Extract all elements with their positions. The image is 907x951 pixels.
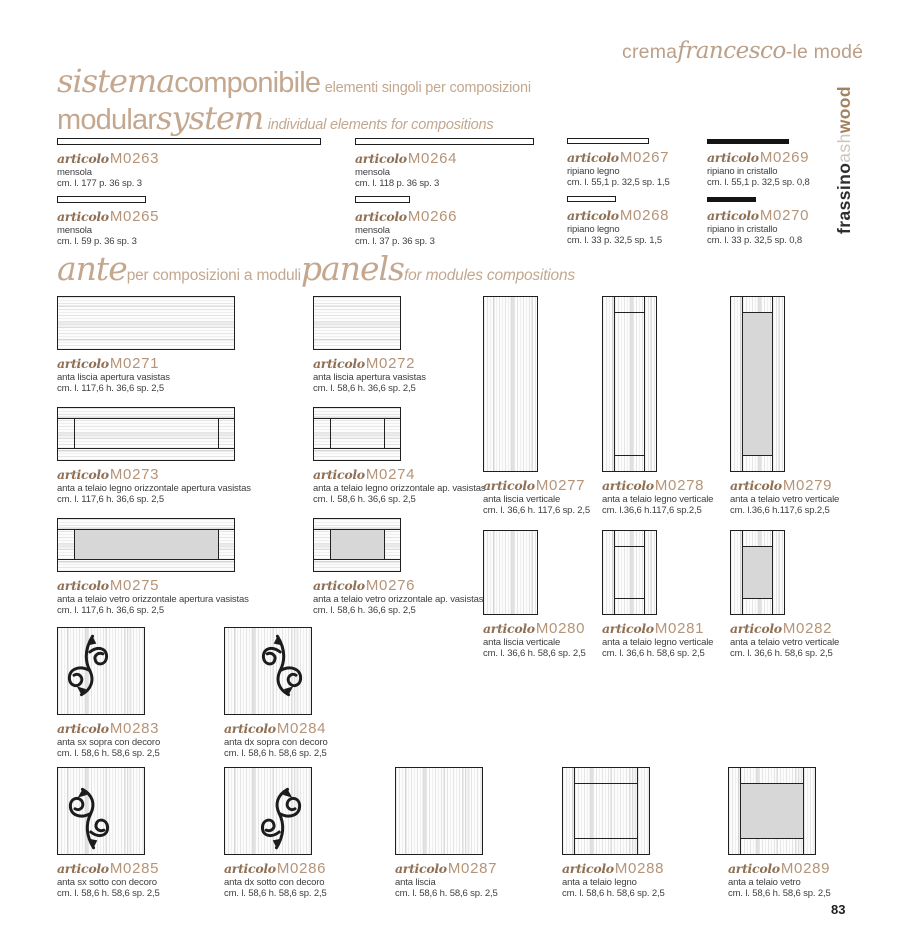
article-code: M0275 [109,577,160,594]
title-script-it: sistema [57,62,175,100]
article-dims: cm. l. 33 p. 32,5 sp. 1,5 [567,235,662,246]
article-M0284 [224,627,328,759]
article-dims: cm. l. 117,6 h. 36,6 sp. 2,5 [57,605,165,616]
article-code: M0265 [109,208,160,225]
article-M0285 [57,767,160,899]
article-dims: cm. l. 58,6 h. 58,6 sp. 2,5 [57,888,160,899]
article-dims: cm. l. 37 p. 36 sp. 3 [355,236,435,247]
article-code: M0285 [109,860,160,877]
panel-thumbnail [57,627,145,715]
article-desc: anta liscia [395,877,436,888]
article-code: M0273 [109,466,160,483]
article-code: M0282 [782,620,833,637]
article-desc: ripiano legno [567,166,620,177]
article-code: M0279 [782,477,833,494]
articolo-label: articolo [562,861,614,876]
panel-thumbnail [313,296,401,350]
shelf-thumbnail [567,196,616,202]
article-dims: cm. l. 58,6 h. 58,6 sp. 2,5 [562,888,665,899]
material-name-en: ash [834,133,854,163]
material-name-it: frassino [834,162,854,234]
article-dims: cm. l. 36,6 h. 58,6 sp. 2,5 [602,648,705,659]
article-M0277 [483,296,590,516]
panel-thumbnail [728,767,816,855]
article-dims: cm. l. 36,6 h. 58,6 sp. 2,5 [730,648,833,659]
article-M0279 [730,296,839,516]
article-desc: anta a telaio legno orizzontale apertura vasistas [57,483,251,494]
articolo-label: articolo [224,861,276,876]
articolo-label: articolo [57,151,109,166]
article-desc: ripiano in cristallo [707,166,778,177]
article-desc: anta liscia verticale [483,637,561,648]
section-text-it: per composizioni a moduli [126,267,301,284]
article-desc: mensola [57,167,92,178]
article-code: M0278 [654,477,705,494]
article-desc: anta a telaio vetro orizzontale ap. vasistas [313,594,484,605]
articolo-label: articolo [730,478,782,493]
panel-thumbnail [602,530,657,615]
shelf-thumbnail [355,196,410,203]
articolo-label: articolo [567,150,619,165]
articolo-label: articolo [313,578,365,593]
shelf-thumbnail [57,196,146,203]
panel-thumbnail [57,407,235,461]
glass-shelf-thumbnail [707,139,789,144]
article-dims: cm. l. 55,1 p. 32,5 sp. 1,5 [567,177,670,188]
article-dims: cm. l. 58,6 h. 58,6 sp. 2,5 [57,748,160,759]
flourish-icon [62,785,114,853]
articolo-label: articolo [483,478,535,493]
flourish-icon [257,631,309,699]
title-small-en: individual elements for compositions [267,117,494,133]
article-M0281 [602,530,713,659]
article-code: M0274 [365,466,416,483]
article-code: M0271 [109,355,160,372]
article-dims: cm. l. 58,6 h. 36,6 sp. 2,5 [313,605,416,616]
article-M0289 [728,767,831,899]
article-M0274 [313,407,485,505]
articolo-label: articolo [57,721,109,736]
shelf-thumbnail [57,138,321,145]
glass-pane [743,313,772,455]
material-word-wood: wood [834,86,854,134]
articolo-label: articolo [57,467,109,482]
article-M0276 [313,518,483,616]
article-M0286 [224,767,327,899]
article-dims: cm. l.36,6 h.117,6 sp.2,5 [730,505,830,516]
article-M0263 [57,138,321,189]
panel-thumbnail [730,296,785,472]
panel-thumbnail [730,530,785,615]
article-desc: anta a telaio vetro verticale [730,494,840,505]
articolo-label: articolo [730,621,782,636]
articolo-label: articolo [567,208,619,223]
article-dims: cm. l. 58,6 h. 58,6 sp. 2,5 [224,888,327,899]
article-M0287 [395,767,498,899]
article-M0282 [730,530,839,659]
article-M0268 [567,196,669,246]
brand-dash: - [785,41,793,63]
article-code: M0286 [276,860,327,877]
article-M0270 [707,196,809,246]
panel-thumbnail [313,407,401,461]
section-panels-title [57,249,575,292]
article-dims: cm. l. 59 p. 36 sp. 3 [57,236,137,247]
flourish-icon [256,785,308,853]
article-desc: anta liscia verticale [483,494,561,505]
articolo-label: articolo [355,151,407,166]
title-small-it: elementi singoli per composizioni [324,80,531,96]
panel-thumbnail [395,767,483,855]
article-desc: ripiano legno [567,224,620,235]
articolo-label: articolo [707,150,759,165]
article-desc: ripiano in cristallo [707,224,778,235]
articolo-label: articolo [707,208,759,223]
article-M0272 [313,296,426,394]
panel-thumbnail [224,627,312,715]
glass-pane [331,530,384,559]
article-dims: cm. l. 58,6 h. 36,6 sp. 2,5 [313,494,416,505]
article-M0275 [57,518,295,616]
article-desc: mensola [355,225,390,236]
page-number: 83 [831,902,846,917]
brand-logo [622,38,863,64]
article-dims: cm. l. 58,6 h. 58,6 sp. 2,5 [224,748,327,759]
articolo-label: articolo [313,356,365,371]
article-M0273 [57,407,251,505]
panel-thumbnail [57,518,235,572]
article-desc: anta sx sopra con decoro [57,737,161,748]
brand-suffix: le modé [792,41,864,63]
article-desc: anta a telaio vetro [728,877,801,888]
glass-pane [75,530,218,559]
title-word-it: componibile [174,67,321,99]
article-code: M0280 [535,620,586,637]
article-code: M0266 [407,208,458,225]
panel-thumbnail [57,296,235,350]
panel-thumbnail [483,296,538,472]
article-M0264 [355,138,534,189]
article-dims: cm. l. 177 p. 36 sp. 3 [57,178,142,189]
article-dims: cm. l.36,6 h.117,6 sp.2,5 [602,505,702,516]
articolo-label: articolo [355,209,407,224]
article-M0271 [57,296,235,394]
articolo-label: articolo [57,356,109,371]
article-M0280 [483,530,586,659]
article-M0283 [57,627,160,759]
article-desc: anta a telaio legno orizzontale ap. vasistas [313,483,486,494]
article-desc: mensola [57,225,92,236]
articolo-label: articolo [483,621,535,636]
section-script-it: ante [57,249,127,288]
glass-pane [743,547,772,598]
panel-thumbnail [602,296,657,472]
article-code: M0283 [109,720,160,737]
section-script-en: panels [300,249,404,288]
section-text-en: for modules compositions [404,267,575,284]
articolo-label: articolo [728,861,780,876]
articolo-label: articolo [57,861,109,876]
article-code: M0288 [614,860,665,877]
panel-thumbnail [313,518,401,572]
title-word-en: modular [57,104,157,136]
article-dims: cm. l. 58,6 h. 36,6 sp. 2,5 [313,383,416,394]
article-desc: anta a telaio vetro orizzontale apertura vasistas [57,594,249,605]
article-desc: anta liscia apertura vasistas [57,372,170,383]
article-code: M0276 [365,577,416,594]
article-code: M0281 [654,620,705,637]
articolo-label: articolo [57,578,109,593]
brand-script: francesco [677,38,786,64]
article-dims: cm. l. 117,6 h. 36,6 sp. 2,5 [57,383,165,394]
panel-thumbnail [483,530,538,615]
article-M0267 [567,138,670,188]
glass-pane [741,784,803,838]
articolo-label: articolo [57,209,109,224]
article-dims: cm. l. 58,6 h. 58,6 sp. 2,5 [395,888,498,899]
article-M0266 [355,196,457,247]
article-desc: anta dx sotto con decoro [224,877,325,888]
article-dims: cm. l. 36,6 h. 58,6 sp. 2,5 [483,648,586,659]
article-M0265 [57,196,159,247]
article-code: M0267 [619,149,670,166]
article-code: M0277 [535,477,586,494]
article-M0269 [707,138,810,188]
article-desc: anta a telaio legno [562,877,637,888]
flourish-icon [61,631,113,699]
shelf-thumbnail [355,138,534,145]
article-dims: cm. l. 58,6 h. 58,6 sp. 2,5 [728,888,831,899]
article-code: M0268 [619,207,670,224]
article-code: M0270 [759,207,810,224]
article-desc: anta a telaio vetro verticale [730,637,840,648]
brand-prefix: crema [622,41,678,63]
panel-thumbnail [57,767,145,855]
page-title [57,62,531,140]
article-desc: anta a telaio legno verticale [602,494,714,505]
article-dims: cm. l. 36,6 h. 117,6 sp. 2,5 [483,505,591,516]
article-code: M0272 [365,355,416,372]
glass-shelf-thumbnail [707,197,756,202]
article-dims: cm. l. 55,1 p. 32,5 sp. 0,8 [707,177,810,188]
panel-thumbnail [562,767,650,855]
article-code: M0269 [759,149,810,166]
article-desc: anta dx sopra con decoro [224,737,328,748]
shelf-thumbnail [567,138,649,144]
articolo-label: articolo [602,478,654,493]
material-side-label [834,64,855,234]
article-code: M0264 [407,150,458,167]
article-code: M0287 [447,860,498,877]
title-script-en: system [156,99,264,137]
article-code: M0284 [276,720,327,737]
article-dims: cm. l. 33 p. 32,5 sp. 0,8 [707,235,802,246]
article-desc: anta liscia apertura vasistas [313,372,426,383]
article-code: M0289 [780,860,831,877]
articolo-label: articolo [224,721,276,736]
articolo-label: articolo [395,861,447,876]
article-M0278 [602,296,713,516]
article-code: M0263 [109,150,160,167]
article-desc: mensola [355,167,390,178]
article-dims: cm. l. 117,6 h. 36,6 sp. 2,5 [57,494,165,505]
article-M0288 [562,767,665,899]
article-desc: anta sx sotto con decoro [57,877,157,888]
article-dims: cm. l. 118 p. 36 sp. 3 [355,178,440,189]
articolo-label: articolo [602,621,654,636]
article-desc: anta a telaio legno verticale [602,637,714,648]
panel-thumbnail [224,767,312,855]
articolo-label: articolo [313,467,365,482]
